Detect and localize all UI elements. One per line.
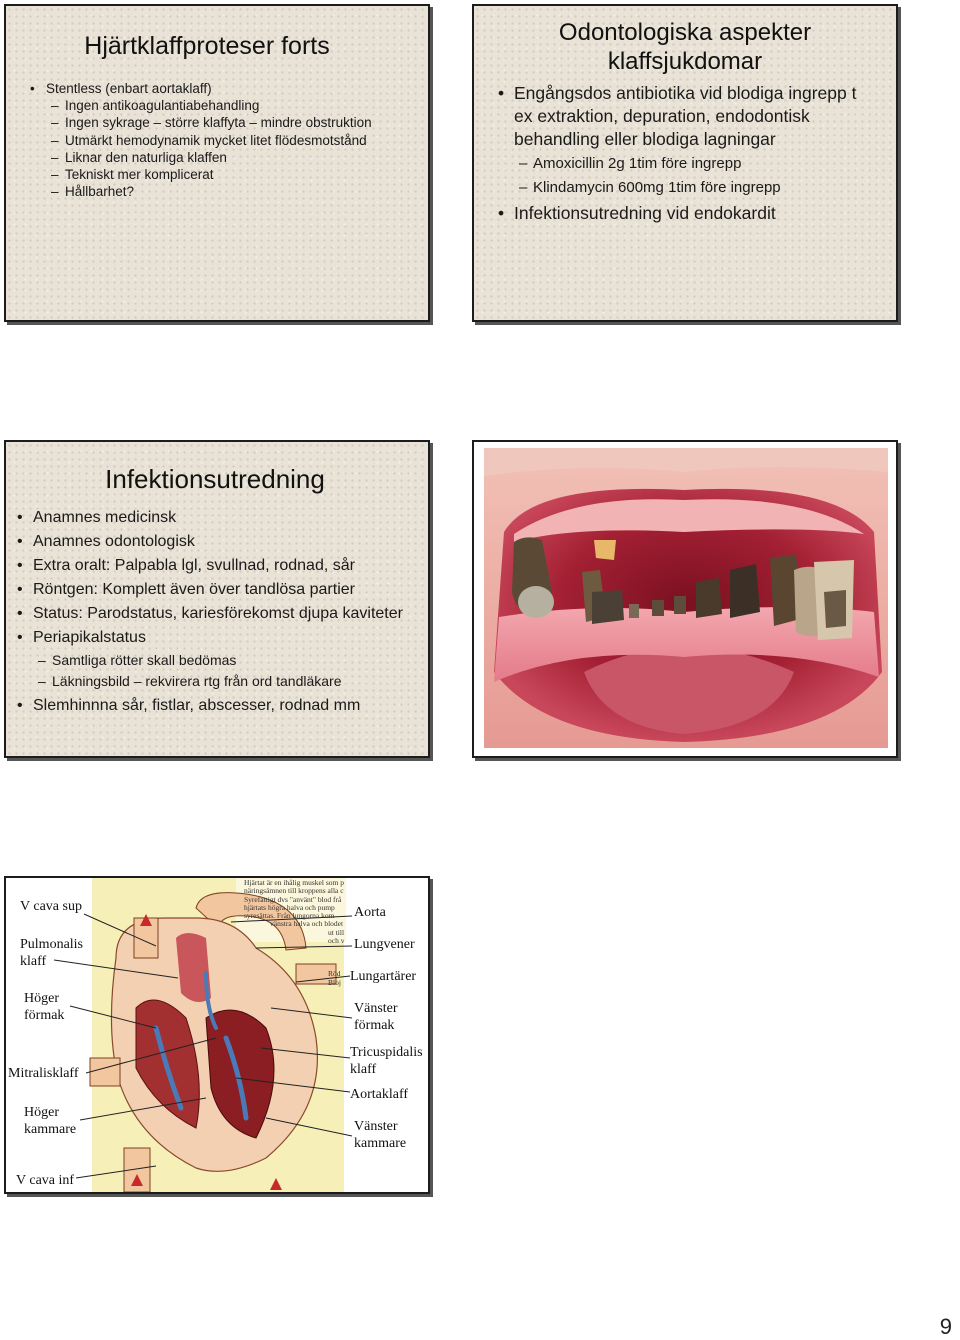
label-line: Vänster	[354, 1119, 398, 1134]
label-line: förmak	[354, 1018, 395, 1033]
list-item: – Klindamycin 600mg 1tim före ingrepp	[533, 176, 864, 200]
list-item: • Infektionsutredning vid endokardit	[514, 202, 864, 225]
label-line: Vänster	[354, 1001, 398, 1016]
label-hoger-formak	[24, 990, 64, 1024]
caption-line: ut till	[328, 927, 344, 937]
slide-title: Hjärtklaffproteser forts	[84, 32, 330, 60]
caption-line: näringsämnen till kroppens alla c	[244, 886, 344, 896]
slide-title: Infektionsutredning	[105, 464, 325, 494]
diagram-note-line: Bloj	[328, 977, 341, 987]
list-item: • Stentless (enbart aortaklaff)	[46, 80, 372, 97]
label-aorta: Aorta	[354, 905, 386, 920]
mouth-photo	[474, 442, 896, 756]
bullet-list	[33, 506, 403, 718]
caption-line: Syrefattigt dvs "använt" blod frå	[244, 894, 342, 904]
label-mitralisklaff: Mitralisklaff	[8, 1066, 79, 1081]
list-item: – Amoxicillin 2g 1tim före ingrepp	[533, 152, 864, 176]
label-tricuspidalis-klaff	[350, 1044, 423, 1078]
list-item: • Slemhinnna sår, fistlar, abscesser, rodnad mm	[33, 694, 403, 718]
diagram-caption	[244, 879, 344, 945]
list-item: • Status: Parodstatus, kariesförekomst djupa kaviteter	[33, 602, 403, 626]
label-lungartarer: Lungartärer	[350, 969, 417, 984]
list-item: – Hållbarhet?	[65, 183, 372, 200]
bullet-list	[46, 80, 372, 200]
list-item: – Tekniskt mer komplicerat	[65, 166, 372, 183]
slide-heart-diagram	[4, 876, 430, 1194]
label-line: Pulmonalis	[20, 937, 84, 952]
label-line: klaff	[350, 1062, 377, 1077]
caption-line: och v	[328, 936, 344, 946]
label-v-cava-inf: V cava inf	[16, 1173, 75, 1188]
list-item: • Engångsdos antibiotika vid blodiga ingrepp t ex extraktion, depuration, endodontisk behandling eller blodiga lagningar	[514, 82, 864, 151]
label-line: kammare	[354, 1136, 407, 1151]
label-line: Tricuspidalis	[350, 1045, 423, 1060]
list-item: – Ingen sykrage – större klaffyta – mindre obstruktion	[65, 114, 372, 131]
bullet-list	[514, 82, 864, 225]
list-item: – Läkningsbild – rekvirera rtg från ord tandläkare	[52, 671, 403, 692]
title-line: klaffsjukdomar	[607, 48, 763, 75]
label-pulmonalis-klaff	[20, 936, 83, 970]
caption-line: syresättas. Från lungorna kom	[244, 911, 335, 921]
label-aortaklaff: Aortaklaff	[350, 1087, 409, 1102]
list-item: • Anamnes medicinsk	[33, 506, 403, 530]
label-line: kammare	[24, 1122, 77, 1137]
list-item: • Periapikalstatus	[33, 626, 403, 650]
list-item: – Ingen antikoagulantiabehandling	[65, 97, 372, 114]
label-lungvener: Lungvener	[354, 937, 415, 952]
label-line: klaff	[20, 954, 47, 969]
slide-odontologiska-aspekter	[472, 4, 898, 322]
list-item: – Utmärkt hemodynamik mycket litet flödesmotstånd	[65, 132, 372, 149]
list-item: • Extra oralt: Palpabla lgl, svullnad, rodnad, sår	[33, 554, 403, 578]
list-item: – Liknar den naturliga klaffen	[65, 149, 372, 166]
label-line: Höger	[24, 991, 59, 1006]
caption-line: vänstra halva och blodet	[270, 919, 344, 929]
slide-title	[474, 18, 896, 76]
label-vanster-formak	[354, 1000, 398, 1034]
list-item: • Anamnes odontologisk	[33, 530, 403, 554]
label-line: Höger	[24, 1105, 59, 1120]
slide-infektionsutredning	[4, 440, 430, 758]
caption-line: Hjärtat är en ihålig muskel som p	[244, 879, 344, 887]
label-line: förmak	[24, 1008, 65, 1023]
label-vanster-kammare	[354, 1118, 406, 1152]
diagram-red-note	[328, 970, 341, 987]
title-line: Odontologiska aspekter	[558, 19, 812, 46]
label-hoger-kammare	[24, 1104, 76, 1138]
page-number: 9	[939, 1314, 952, 1339]
diagram-note-line: Röd	[328, 969, 341, 978]
caption-line: hjärtats högra halva och pump	[244, 902, 335, 912]
slide-hjartklaffproteser	[4, 4, 430, 322]
list-item: • Röntgen: Komplett även över tandlösa partier	[33, 578, 403, 602]
label-v-cava-sup: V cava sup	[20, 899, 82, 914]
slide-mouth-photo	[472, 440, 898, 758]
list-item: – Samtliga rötter skall bedömas	[52, 650, 403, 671]
